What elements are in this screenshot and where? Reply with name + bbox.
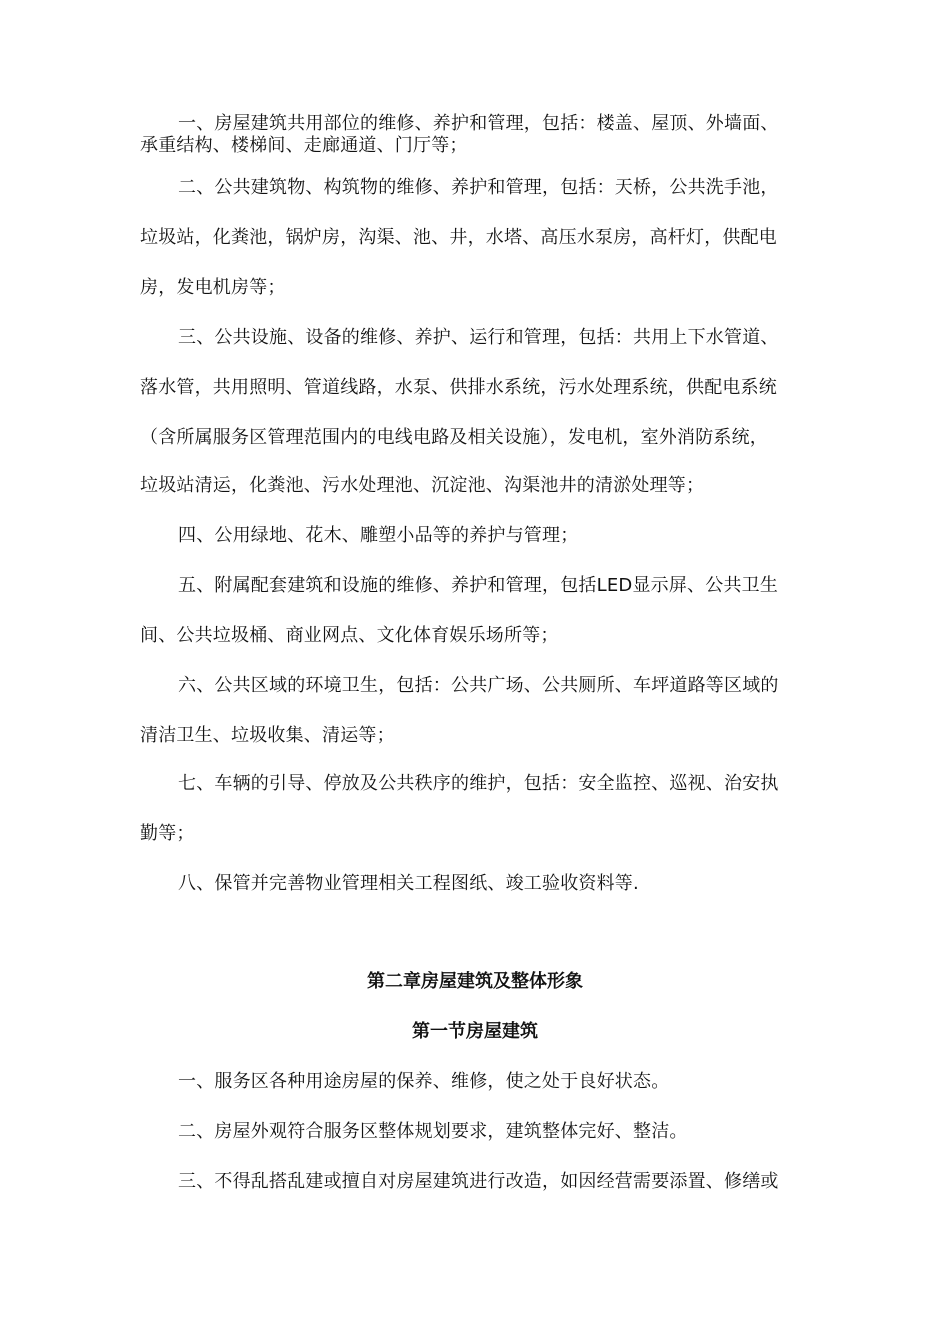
paragraph-line: 垃圾站，化粪池，锅炉房，沟渠、池、井，水塔、高压水泵房，高杆灯，供配电 bbox=[140, 227, 777, 248]
paragraph-line: 四、公用绿地、花木、雕塑小品等的养护与管理； bbox=[178, 525, 579, 546]
paragraph-line: 三、不得乱搭乱建或擅自对房屋建筑进行改造，如因经营需要添置、修缮或 bbox=[178, 1171, 779, 1192]
paragraph-line: 承重结构、楼梯间、走廊通道、门厅等； bbox=[140, 135, 468, 156]
section-title: 第一节房屋建筑 bbox=[412, 1021, 538, 1042]
paragraph-line: 房，发电机房等； bbox=[140, 277, 286, 298]
chapter-title: 第二章房屋建筑及整体形象 bbox=[367, 971, 583, 992]
paragraph-line: 八、保管并完善物业管理相关工程图纸、竣工验收资料等. bbox=[178, 873, 639, 894]
paragraph-line: 一、服务区各种用途房屋的保养、维修，使之处于良好状态。 bbox=[178, 1071, 670, 1092]
paragraph-line: 七、车辆的引导、停放及公共秩序的维护，包括：安全监控、巡视、治安执 bbox=[178, 773, 779, 794]
paragraph-line: 六、公共区域的环境卫生，包括：公共广场、公共厕所、车坪道路等区域的 bbox=[178, 675, 779, 696]
paragraph-line: 清洁卫生、垃圾收集、清运等； bbox=[140, 725, 395, 746]
paragraph-line: （含所属服务区管理范围内的电线电路及相关设施），发电机，室外消防系统， bbox=[140, 427, 768, 448]
paragraph-line: 落水管，共用照明、管道线路，水泵、供排水系统，污水处理系统，供配电系统 bbox=[140, 377, 777, 398]
paragraph-line: 间、公共垃圾桶、商业网点、文化体育娱乐场所等； bbox=[140, 625, 559, 646]
paragraph-line: 二、公共建筑物、构筑物的维修、养护和管理，包括：天桥，公共洗手池， bbox=[178, 177, 779, 198]
paragraph-line: 勤等； bbox=[140, 823, 195, 844]
paragraph-line: 一、房屋建筑共用部位的维修、养护和管理，包括：楼盖、屋顶、外墙面、 bbox=[178, 113, 779, 134]
paragraph-line: 二、房屋外观符合服务区整体规划要求，建筑整体完好、整洁。 bbox=[178, 1121, 688, 1142]
paragraph-line: 垃圾站清运，化粪池、污水处理池、沉淀池、沟渠池井的清淤处理等； bbox=[140, 475, 705, 496]
paragraph-line: 五、附属配套建筑和设施的维修、养护和管理，包括LED显示屏、公共卫生 bbox=[178, 575, 779, 596]
paragraph-line: 三、公共设施、设备的维修、养护、运行和管理，包括：共用上下水管道、 bbox=[178, 327, 779, 348]
